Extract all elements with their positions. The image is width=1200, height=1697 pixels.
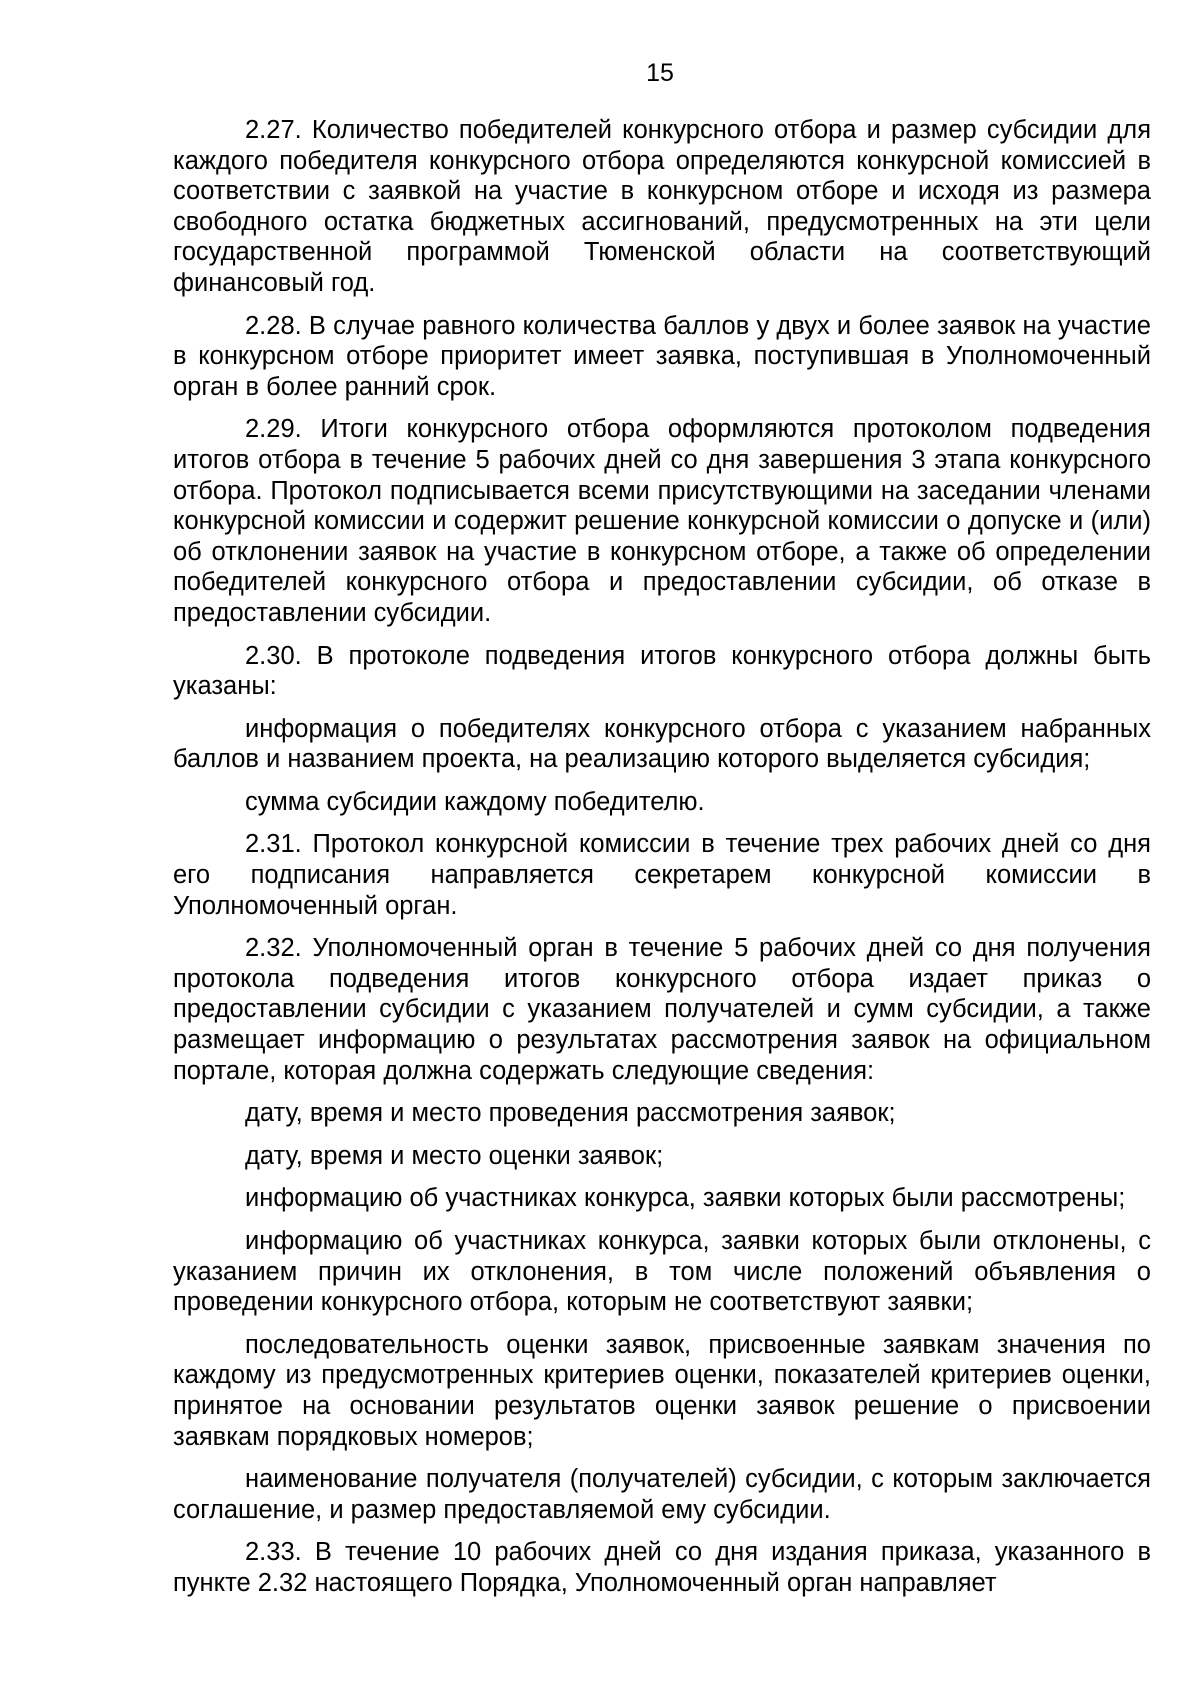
list-item-review-date: дату, время и место проведения рассмотрения заявок; (245, 1099, 896, 1128)
document-body (173, 115, 1151, 1611)
paragraph-2-33: 2.33. В течение 10 рабочих дней со дня издания приказа, указанного в пункте 2.32 настоящего Порядка, Уполномоченный орган направляет (173, 1538, 1151, 1597)
list-item-evaluation-date: дату, время и место оценки заявок; (245, 1141, 664, 1170)
list-item-rejected-participants: информацию об участниках конкурса, заявки которых были отклонены, с указанием причин их отклонения, в том числе положений объявления о проведении конкурсного отбора, которым не соответствуют заявки; (173, 1227, 1151, 1317)
paragraph-2-27: 2.27. Количество победителей конкурсного отбора и размер субсидии для каждого победителя конкурсного отбора определяются конкурсной комиссией в соответствии с заявкой на участие в конкурсном отборе и исходя из размера свободного остатка бюджетных ассигнований, предусмотренных на эти цели государственной программой Тюменской области на соответствующий финансовый год. (173, 116, 1151, 297)
list-item-winners-info: информация о победителях конкурсного отбора с указанием набранных баллов и названием проекта, на реализацию которого выделяется субсидия; (173, 714, 1151, 774)
paragraph-2-32: 2.32. Уполномоченный орган в течение 5 рабочих дней со дня получения протокола подведения итогов конкурсного отбора издает приказ о предоставлении субсидии с указанием получателей и сумм субсидии, а также размещает информацию о результатах рассмотрения заявок на официальном портале, которая должна содержать следующие сведения: (173, 934, 1151, 1085)
paragraph-2-28: 2.28. В случае равного количества баллов у двух и более заявок на участие в конкурсном отборе приоритет имеет заявка, поступившая в Уполномоченный орган в более ранний срок. (173, 311, 1151, 401)
list-item-recipient-name: наименование получателя (получателей) субсидии, с которым заключается соглашение, и размер предоставляемой ему субсидии. (173, 1465, 1151, 1524)
list-item-reviewed-participants: информацию об участниках конкурса, заявки которых были рассмотрены; (245, 1184, 1126, 1213)
paragraph-2-30: 2.30. В протоколе подведения итогов конкурсного отбора должны быть указаны: (173, 641, 1151, 701)
page-number: 15 (646, 59, 674, 87)
paragraph-2-29: 2.29. Итоги конкурсного отбора оформляются протоколом подведения итогов отбора в течение 5 рабочих дней со дня завершения 3 этапа конкурсного отбора. Протокол подписывается всеми присутствующими на заседании членами конкурсной комиссии и содержит решение конкурсной комиссии о допуске и (или) об отклонении заявок на участие в конкурсном отборе, а также об определении победителей конкурсного отбора и предоставлении субсидии, об отказе в предоставлении субсидии. (173, 415, 1151, 627)
list-item-subsidy-amount: сумма субсидии каждому победителю. (245, 787, 705, 816)
list-item-evaluation-sequence: последовательность оценки заявок, присвоенные заявкам значения по каждому из предусмотренных критериев оценки, показателей критериев оценки, принятое на основании результатов оценки заявок решение о присвоении заявкам порядковых номеров; (173, 1330, 1151, 1451)
paragraph-2-31: 2.31. Протокол конкурсной комиссии в течение трех рабочих дней со дня его подписания направляется секретарем конкурсной комиссии в Уполномоченный орган. (173, 830, 1151, 920)
